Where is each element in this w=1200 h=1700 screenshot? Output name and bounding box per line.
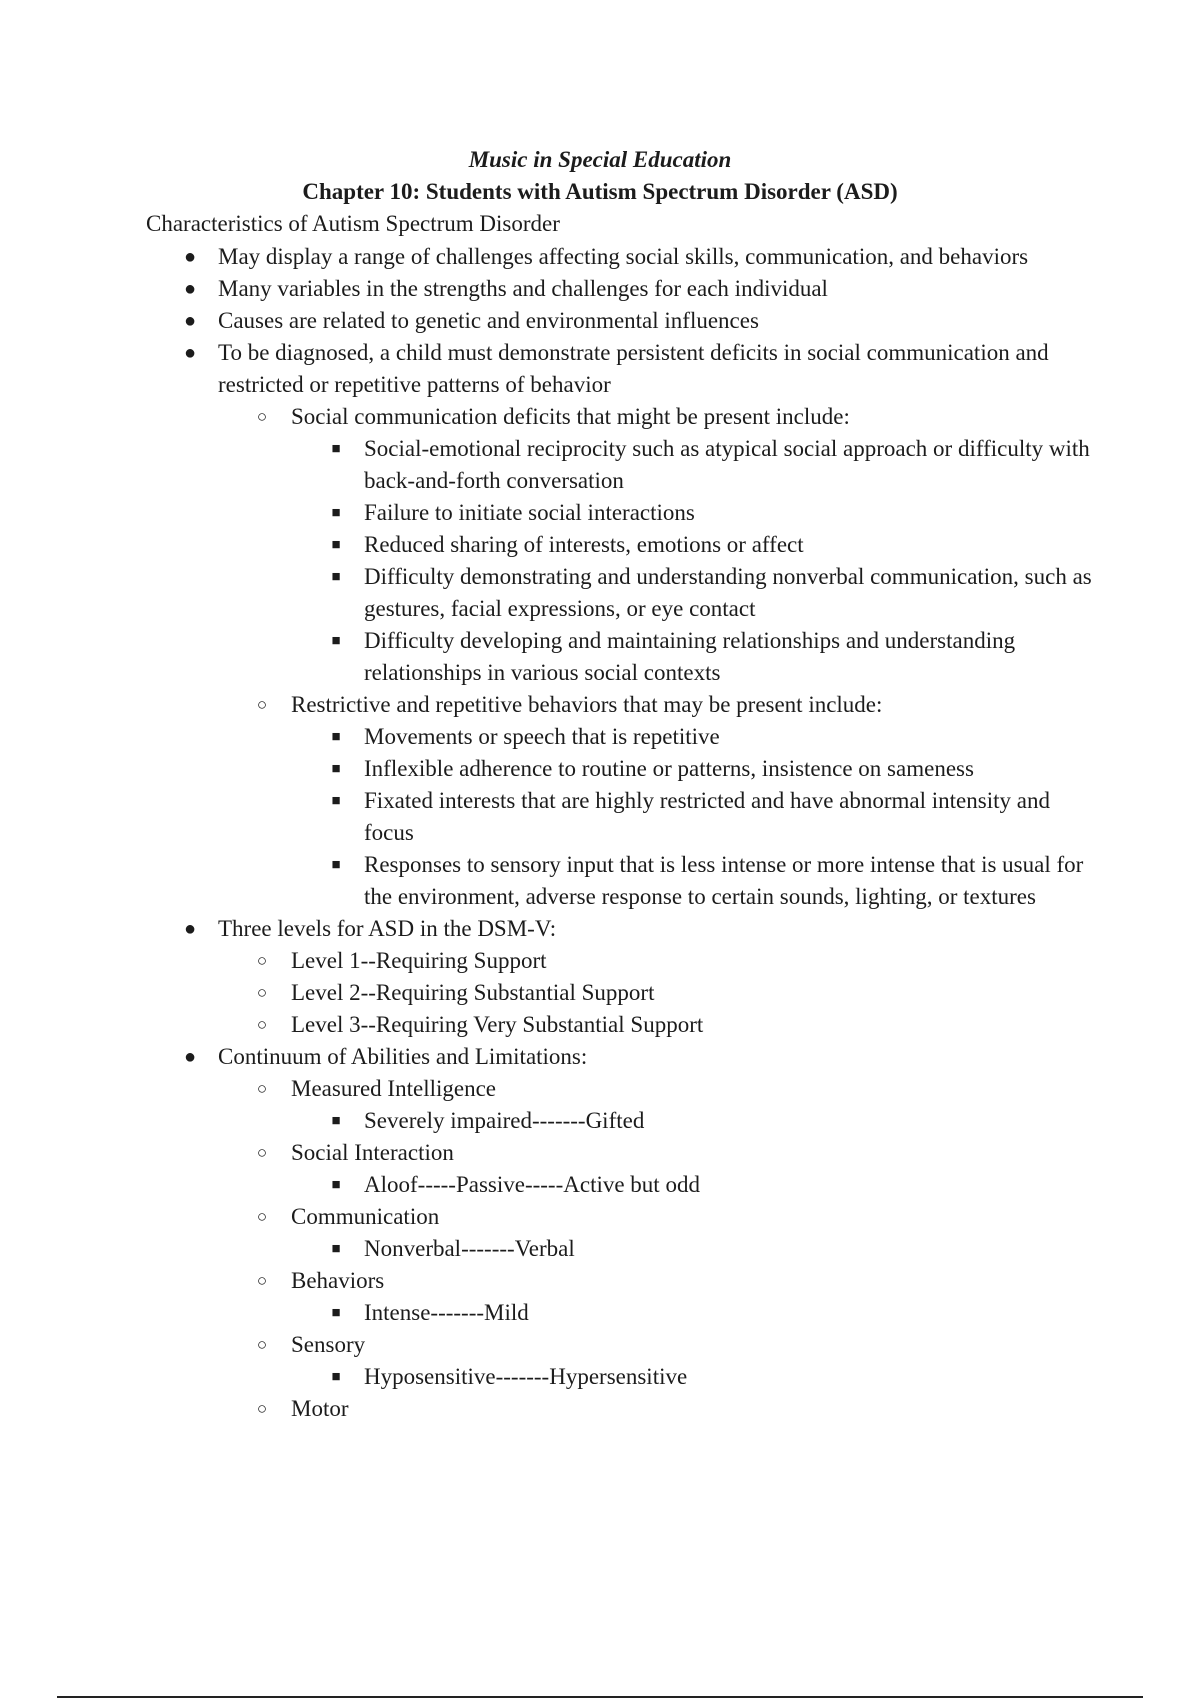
list-item xyxy=(0,337,1200,401)
list-item-text: Aloof-----Passive-----Active but odd xyxy=(364,1172,700,1197)
list-item-text: Causes are related to genetic and environmental influences xyxy=(218,308,759,333)
footer-divider xyxy=(57,1696,1143,1698)
bullet-circle-icon: ○ xyxy=(256,1335,268,1354)
bullet-square-icon: ■ xyxy=(331,569,341,585)
bullet-disc-icon: ● xyxy=(183,342,197,364)
list-item-text: Movements or speech that is repetitive xyxy=(364,724,720,749)
bullet-circle-icon: ○ xyxy=(256,1271,268,1290)
list-item-text: To be diagnosed, a child must demonstrate persistent deficits in social communication and restricted or repetitive patterns of behavior xyxy=(218,340,1049,397)
list-item-text: Motor xyxy=(291,1396,349,1421)
bullet-circle-icon: ○ xyxy=(256,1079,268,1098)
bullet-square-icon: ■ xyxy=(331,441,341,457)
list-item-text: Continuum of Abilities and Limitations: xyxy=(218,1044,588,1069)
bullet-square-icon: ■ xyxy=(331,1113,341,1129)
list-item-text: Fixated interests that are highly restricted and have abnormal intensity and focus xyxy=(364,788,1050,845)
list-item xyxy=(0,689,1200,721)
list-item-text: Communication xyxy=(291,1204,440,1229)
list-item xyxy=(0,1329,1200,1361)
bullet-square-icon: ■ xyxy=(331,633,341,649)
bullet-square-icon: ■ xyxy=(331,857,341,873)
section-heading: Characteristics of Autism Spectrum Disorder xyxy=(146,211,560,236)
list-item-text: Level 2--Requiring Substantial Support xyxy=(291,980,655,1005)
list-item xyxy=(0,1169,1200,1201)
list-item-text: Social communication deficits that might be present include: xyxy=(291,404,850,429)
list-item xyxy=(0,241,1200,273)
list-item-text: Responses to sensory input that is less intense or more intense that is usual for the environment, adverse response to certain sounds, lighting, or textures xyxy=(364,852,1084,909)
list-item-text: Hyposensitive-------Hypersensitive xyxy=(364,1364,688,1389)
bullet-disc-icon: ● xyxy=(183,1046,197,1068)
list-item-text: Difficulty developing and maintaining relationships and understanding relationships in various social contexts xyxy=(364,628,1016,685)
list-item-text: Severely impaired-------Gifted xyxy=(364,1108,645,1133)
list-item-text: Failure to initiate social interactions xyxy=(364,500,695,525)
list-item xyxy=(0,1105,1200,1137)
list-item xyxy=(0,305,1200,337)
list-item xyxy=(0,497,1200,529)
bullet-circle-icon: ○ xyxy=(256,983,268,1002)
list-item xyxy=(0,1041,1200,1073)
list-item-text: Difficulty demonstrating and understanding nonverbal communication, such as gestures, facial expressions, or eye contact xyxy=(364,564,1092,621)
list-item xyxy=(0,849,1200,913)
bullet-disc-icon: ● xyxy=(183,310,197,332)
list-item-text: Many variables in the strengths and challenges for each individual xyxy=(218,276,828,301)
bullet-circle-icon: ○ xyxy=(256,1015,268,1034)
list-item-text: Intense-------Mild xyxy=(364,1300,529,1325)
bullet-circle-icon: ○ xyxy=(256,1207,268,1226)
list-item xyxy=(0,273,1200,305)
bullet-circle-icon: ○ xyxy=(256,1143,268,1162)
list-item-text: Sensory xyxy=(291,1332,366,1357)
bullet-circle-icon: ○ xyxy=(256,951,268,970)
list-item-text: Social Interaction xyxy=(291,1140,454,1165)
bullet-disc-icon: ● xyxy=(183,278,197,300)
bullet-square-icon: ■ xyxy=(331,505,341,521)
bullet-disc-icon: ● xyxy=(183,246,197,268)
bullet-circle-icon: ○ xyxy=(256,695,268,714)
outline-list xyxy=(0,241,1200,1425)
list-item xyxy=(0,913,1200,945)
list-item-text: Level 3--Requiring Very Substantial Support xyxy=(291,1012,704,1037)
list-item xyxy=(0,1361,1200,1393)
list-item xyxy=(0,529,1200,561)
bullet-disc-icon: ● xyxy=(183,918,197,940)
list-item xyxy=(0,785,1200,849)
list-item xyxy=(0,433,1200,497)
list-item xyxy=(0,945,1200,977)
list-item xyxy=(0,721,1200,753)
list-item-text: Behaviors xyxy=(291,1268,385,1293)
list-item-text: Inflexible adherence to routine or patterns, insistence on sameness xyxy=(364,756,974,781)
list-item-text: May display a range of challenges affecting social skills, communication, and behaviors xyxy=(218,244,1029,269)
list-item xyxy=(0,1073,1200,1105)
bullet-square-icon: ■ xyxy=(331,537,341,553)
list-item xyxy=(0,401,1200,433)
list-item-text: Reduced sharing of interests, emotions or affect xyxy=(364,532,804,557)
bullet-circle-icon: ○ xyxy=(256,407,268,426)
chapter-title: Chapter 10: Students with Autism Spectrum Disorder (ASD) xyxy=(302,179,898,204)
book-title: Music in Special Education xyxy=(468,147,732,172)
list-item-text: Measured Intelligence xyxy=(291,1076,496,1101)
list-item xyxy=(0,1009,1200,1041)
bullet-square-icon: ■ xyxy=(331,1369,341,1385)
list-item xyxy=(0,561,1200,625)
list-item-text: Restrictive and repetitive behaviors that may be present include: xyxy=(291,692,883,717)
list-item xyxy=(0,1297,1200,1329)
bullet-square-icon: ■ xyxy=(331,761,341,777)
list-item xyxy=(0,1137,1200,1169)
bullet-square-icon: ■ xyxy=(331,1241,341,1257)
list-item-text: Nonverbal-------Verbal xyxy=(364,1236,575,1261)
list-item xyxy=(0,753,1200,785)
list-item xyxy=(0,1201,1200,1233)
bullet-square-icon: ■ xyxy=(331,793,341,809)
bullet-square-icon: ■ xyxy=(331,729,341,745)
bullet-circle-icon: ○ xyxy=(256,1399,268,1418)
list-item xyxy=(0,977,1200,1009)
list-item xyxy=(0,1393,1200,1425)
list-item xyxy=(0,1265,1200,1297)
list-item xyxy=(0,1233,1200,1265)
bullet-square-icon: ■ xyxy=(331,1177,341,1193)
list-item-text: Three levels for ASD in the DSM-V: xyxy=(218,916,557,941)
bullet-square-icon: ■ xyxy=(331,1305,341,1321)
list-item-text: Social-emotional reciprocity such as atypical social approach or difficulty with back-and-forth conversation xyxy=(364,436,1090,493)
list-item xyxy=(0,625,1200,689)
list-item-text: Level 1--Requiring Support xyxy=(291,948,547,973)
